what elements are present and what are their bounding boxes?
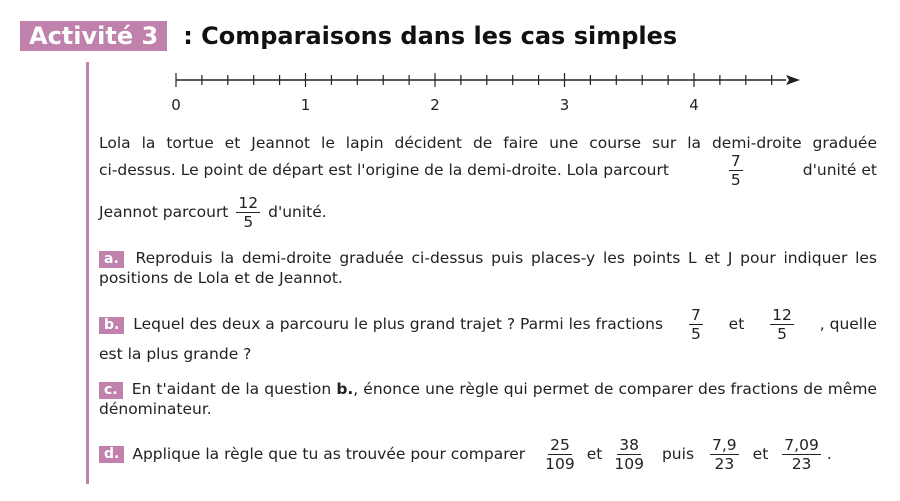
question-d (99, 433, 877, 475)
question-d-label: d. (99, 446, 124, 463)
question-b-start (99, 314, 663, 334)
fraction-b-2-denominator: 5 (777, 324, 787, 343)
question-b-et: et (728, 315, 745, 333)
number-line-label-0: 0 (171, 96, 181, 114)
intro-line-2-end: d'unité et (802, 161, 877, 179)
activity-badge: Activité 3 (20, 21, 167, 51)
question-a (99, 248, 877, 288)
fraction-d-4-numerator: 7,09 (784, 435, 819, 454)
question-b-line-2: est la plus grande ? (99, 345, 252, 363)
fraction-b-2-numerator: 12 (772, 305, 792, 324)
question-a-text: Reproduis la demi-droite graduée ci-dessus puis places-y les points L et J pour indiquer les positions de Lola et de Jeannot. (99, 249, 878, 287)
number-line-label-1: 1 (300, 96, 311, 114)
number-line-label-3: 3 (559, 96, 570, 114)
question-b-label: b. (99, 317, 124, 334)
fraction-lola (729, 152, 743, 189)
intro-line-3-end: d'unité. (268, 203, 327, 221)
fraction-d-4-denominator: 23 (791, 454, 812, 473)
intro-line-1: Lola la tortue et Jeannot le lapin décident de faire une course sur la demi-droite graduée (99, 134, 877, 152)
fraction-d-4 (782, 436, 821, 473)
fraction-d-2-denominator: 109 (614, 454, 644, 473)
question-b-text-start: Lequel des deux a parcouru le plus grand trajet ? Parmi les fractions (133, 315, 664, 333)
fraction-d-1 (543, 436, 577, 473)
fraction-d-1-denominator: 109 (545, 454, 575, 473)
fraction-d-3 (710, 436, 739, 473)
fraction-d-2-numerator: 38 (619, 435, 640, 454)
fraction-lola-denominator: 5 (730, 170, 741, 189)
intro-line-3 (99, 193, 877, 231)
number-line-label-2: 2 (430, 96, 440, 114)
question-c-label: c. (99, 382, 123, 399)
fraction-b-1 (689, 306, 703, 343)
question-c-text-start: En t'aidant de la question (131, 380, 332, 398)
question-c-text-end: , énonce une règle qui permet de comparer des fractions de même dénominateur. (99, 380, 877, 418)
fraction-jeannot (236, 194, 260, 231)
question-a-label: a. (99, 251, 124, 268)
fraction-lola-numerator: 7 (730, 151, 741, 170)
fraction-d-2 (612, 436, 646, 473)
number-line (160, 68, 810, 118)
fraction-d-3-numerator: 7,9 (712, 435, 737, 454)
fraction-d-1-numerator: 25 (550, 435, 570, 454)
question-d-et-2: et (752, 445, 769, 463)
number-line-arrow (786, 75, 800, 85)
question-d-end: . (826, 445, 832, 463)
question-d-et-1: et (586, 445, 603, 463)
fraction-jeannot-numerator: 12 (238, 193, 259, 212)
activity-header (20, 21, 677, 51)
intro-line-2 (99, 151, 877, 189)
question-c (99, 379, 877, 419)
question-c-bold-ref: b. (336, 380, 354, 398)
fraction-b-1-numerator: 7 (690, 305, 701, 324)
question-b-text-end: , quelle (819, 315, 877, 333)
activity-title: : Comparaisons dans les cas simples (183, 22, 678, 50)
question-d-text-start: Applique la règle que tu as trouvée pour comparer (132, 445, 526, 463)
question-b-line-1 (99, 304, 877, 344)
number-line-label-4: 4 (689, 96, 699, 114)
question-d-puis: puis (661, 445, 695, 463)
fraction-jeannot-denominator: 5 (243, 212, 254, 231)
fraction-b-1-denominator: 5 (690, 324, 701, 343)
fraction-d-3-denominator: 23 (714, 454, 735, 473)
fraction-b-2 (770, 306, 794, 343)
intro-line-3-start: Jeannot parcourt (99, 203, 229, 221)
intro-line-2-start: ci-dessus. Le point de départ est l'origine de la demi-droite. Lola parcourt (99, 161, 669, 179)
side-bar-divider (86, 62, 89, 484)
